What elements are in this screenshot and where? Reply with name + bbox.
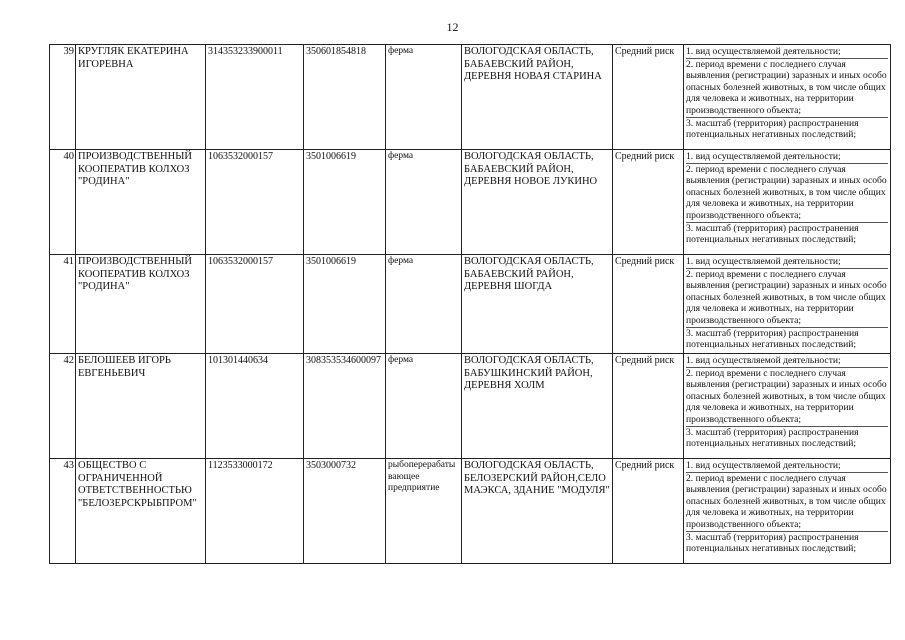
organization-name: ПРОИЗВОДСТВЕННЫЙ КООПЕРАТИВ КОЛХОЗ "РОДИНА" [76,150,206,255]
inn-value: 3501006619 [304,150,386,255]
row-number: 41 [50,255,76,354]
object-address: ВОЛОГОДСКАЯ ОБЛАСТЬ, БАБУШКИНСКИЙ РАЙОН, ДЕРЕВНЯ ХОЛМ [462,354,613,459]
row-number: 39 [50,45,76,150]
risk-criteria [684,354,891,459]
inn-value: 3503000732 [304,459,386,564]
criteria-item: 3. масштаб (территория) распространения потенциальных негативных последствий; [686,426,859,450]
criteria-item: 3. масштаб (территория) распространения потенциальных негативных последствий; [686,117,859,141]
table-row [50,150,891,255]
ogrn-value: 1063532000157 [206,255,304,354]
criteria-item: 1. вид осуществляемой деятельности; [686,46,888,59]
criteria-item: 2. период времени с последнего случая выявления (регистрации) заразных и иных особо опасных болезней животных, в том числе общих для человека и животных, на территории производственного объекта; [686,268,887,326]
criteria-item: 2. период времени с последнего случая выявления (регистрации) заразных и иных особо опасных болезней животных, в том числе общих для человека и животных, на территории производственного объекта; [686,472,887,530]
ogrn-value: 101301440634 [206,354,304,459]
page-number: 12 [446,20,459,34]
table-row [50,459,891,564]
object-address: ВОЛОГОДСКАЯ ОБЛАСТЬ, БАБАЕВСКИЙ РАЙОН, ДЕРЕВНЯ НОВОЕ ЛУКИНО [462,150,613,255]
inn-value: 3501006619 [304,255,386,354]
criteria-item: 2. период времени с последнего случая выявления (регистрации) заразных и иных особо опасных болезней животных, в том числе общих для человека и животных, на территории производственного объекта; [686,163,887,221]
organization-name: ПРОИЗВОДСТВЕННЫЙ КООПЕРАТИВ КОЛХОЗ "РОДИНА" [76,255,206,354]
criteria-item: 1. вид осуществляемой деятельности; [686,460,888,473]
criteria-item: 2. период времени с последнего случая выявления (регистрации) заразных и иных особо опасных болезней животных, в том числе общих для человека и животных, на территории производственного объекта; [686,58,887,116]
criteria-item: 3. масштаб (территория) распространения потенциальных негативных последствий; [686,531,859,555]
criteria-item: 1. вид осуществляемой деятельности; [686,355,888,368]
inn-value: 308353534600097 [304,354,386,459]
object-type: рыбоперерабатывающее предприятие [386,459,462,564]
criteria-item: 1. вид осуществляемой деятельности; [686,151,888,164]
object-type: ферма [386,150,462,255]
criteria-item: 1. вид осуществляемой деятельности; [686,256,888,269]
risk-category: Средний риск [613,459,684,564]
row-number: 43 [50,459,76,564]
risk-criteria [684,459,891,564]
risk-category: Средний риск [613,354,684,459]
organization-name: КРУГЛЯК ЕКАТЕРИНА ИГОРЕВНА [76,45,206,150]
risk-category: Средний риск [613,150,684,255]
table-row [50,255,891,354]
criteria-item: 3. масштаб (территория) распространения потенциальных негативных последствий; [686,327,859,351]
registry-table [49,44,891,564]
risk-category: Средний риск [613,255,684,354]
object-type: ферма [386,255,462,354]
risk-criteria [684,45,891,150]
criteria-item: 3. масштаб (территория) распространения потенциальных негативных последствий; [686,222,859,246]
organization-name: БЕЛОШЕЕВ ИГОРЬ ЕВГЕНЬЕВИЧ [76,354,206,459]
object-address: ВОЛОГОДСКАЯ ОБЛАСТЬ, БЕЛОЗЕРСКИЙ РАЙОН,СЕЛО МАЭКСА, ЗДАНИЕ "МОДУЛЯ" [462,459,613,564]
risk-criteria [684,150,891,255]
risk-criteria [684,255,891,354]
table-row [50,45,891,150]
ogrn-value: 1063532000157 [206,150,304,255]
organization-name: ОБЩЕСТВО С ОГРАНИЧЕННОЙ ОТВЕТСТВЕННОСТЬЮ "БЕЛОЗЕРСКРЫБПРОМ" [76,459,206,564]
object-address: ВОЛОГОДСКАЯ ОБЛАСТЬ, БАБАЕВСКИЙ РАЙОН, ДЕРЕВНЯ ШОГДА [462,255,613,354]
row-number: 40 [50,150,76,255]
risk-category: Средний риск [613,45,684,150]
criteria-item: 2. период времени с последнего случая выявления (регистрации) заразных и иных особо опасных болезней животных, в том числе общих для человека и животных, на территории производственного объекта; [686,367,887,425]
table-row [50,354,891,459]
ogrn-value: 1123533000172 [206,459,304,564]
inn-value: 350601854818 [304,45,386,150]
object-address: ВОЛОГОДСКАЯ ОБЛАСТЬ, БАБАЕВСКИЙ РАЙОН, ДЕРЕВНЯ НОВАЯ СТАРИНА [462,45,613,150]
object-type: ферма [386,45,462,150]
row-number: 42 [50,354,76,459]
object-type: ферма [386,354,462,459]
ogrn-value: 314353233900011 [206,45,304,150]
